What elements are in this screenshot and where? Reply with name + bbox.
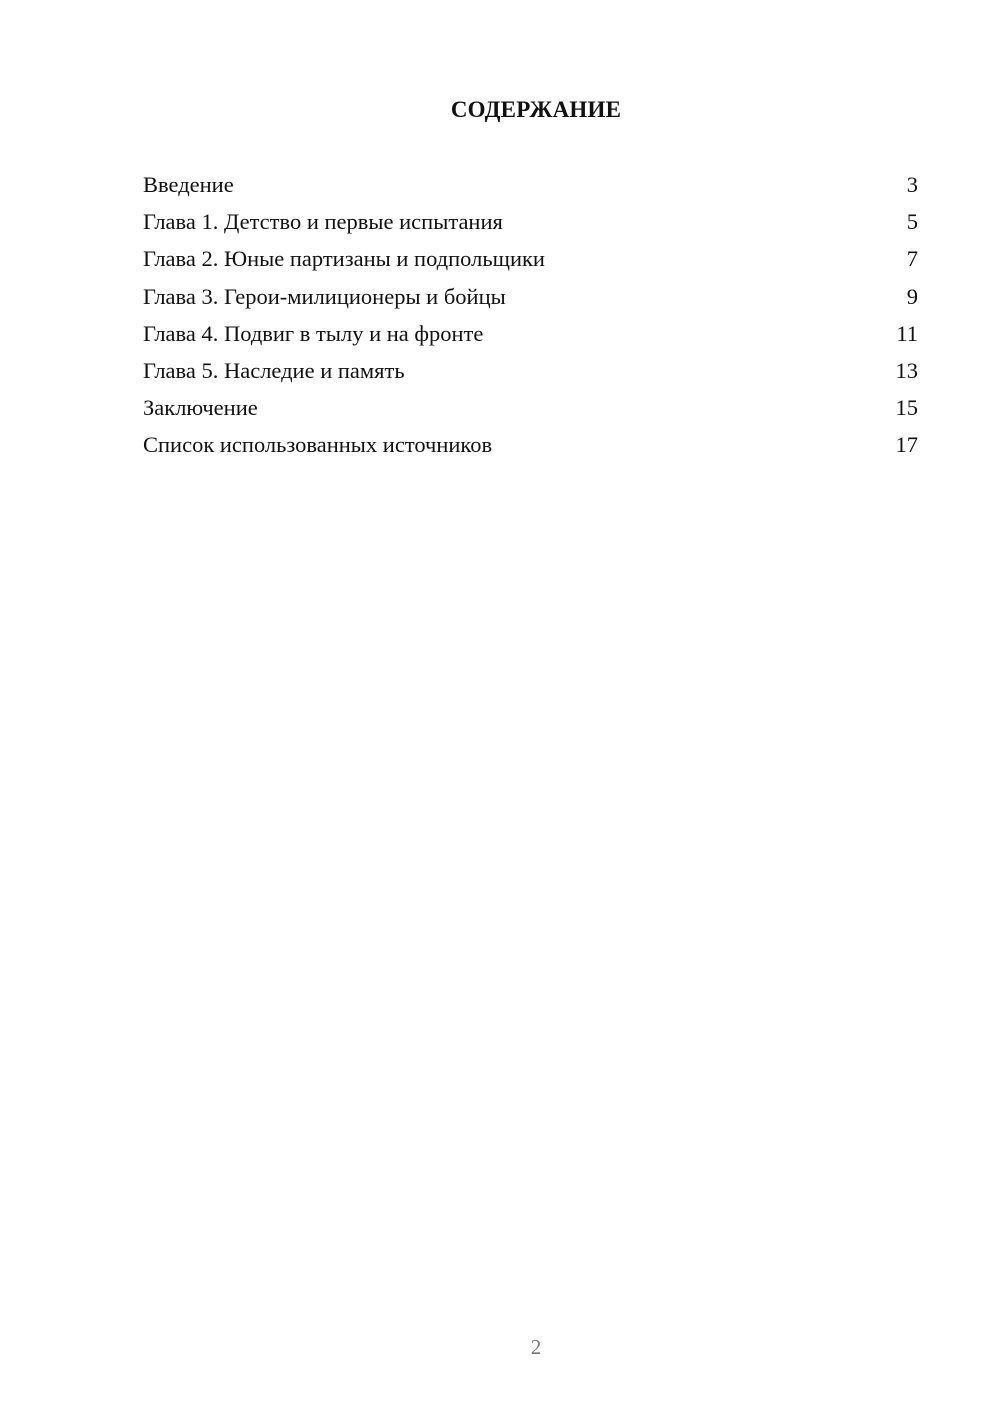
- toc-entry-label: Глава 1. Детство и первые испытания: [143, 209, 503, 235]
- toc-entry-label: Глава 4. Подвиг в тылу и на фронте: [143, 320, 484, 346]
- toc-entry-label: Заключение: [143, 395, 258, 421]
- toc-entry-chapter-3: [143, 283, 918, 320]
- toc-entry-chapter-4: [143, 320, 918, 357]
- toc-entry-chapter-5: [143, 357, 918, 394]
- toc-entry-page: 7: [906, 246, 918, 272]
- toc-entry-chapter-1: [143, 208, 918, 245]
- toc-entry-page: 13: [895, 357, 918, 383]
- toc-entry-page: 17: [895, 432, 918, 458]
- toc-entry-label: Введение: [143, 172, 234, 197]
- toc-entry-page: 5: [906, 209, 918, 235]
- toc-entry-label: Глава 5. Наследие и память: [143, 357, 405, 383]
- toc-entry-references: [143, 431, 918, 468]
- table-of-contents: [143, 171, 918, 469]
- toc-entry-page: 15: [895, 395, 918, 421]
- page-title: СОДЕРЖАНИЕ: [450, 97, 622, 122]
- toc-entry-label: Глава 2. Юные партизаны и подпольщики: [143, 246, 545, 272]
- toc-entry-label: Список использованных источников: [143, 432, 493, 458]
- toc-entry-chapter-2: [143, 245, 918, 282]
- toc-entry-page: 11: [896, 320, 918, 346]
- page-number: 2: [530, 1335, 542, 1359]
- toc-entry-conclusion: [143, 394, 918, 431]
- toc-entry-label: Глава 3. Герои-милиционеры и бойцы: [143, 283, 506, 309]
- toc-entry-page: 9: [906, 283, 918, 309]
- toc-entry-introduction: [143, 171, 918, 208]
- toc-entry-page: 3: [906, 172, 918, 197]
